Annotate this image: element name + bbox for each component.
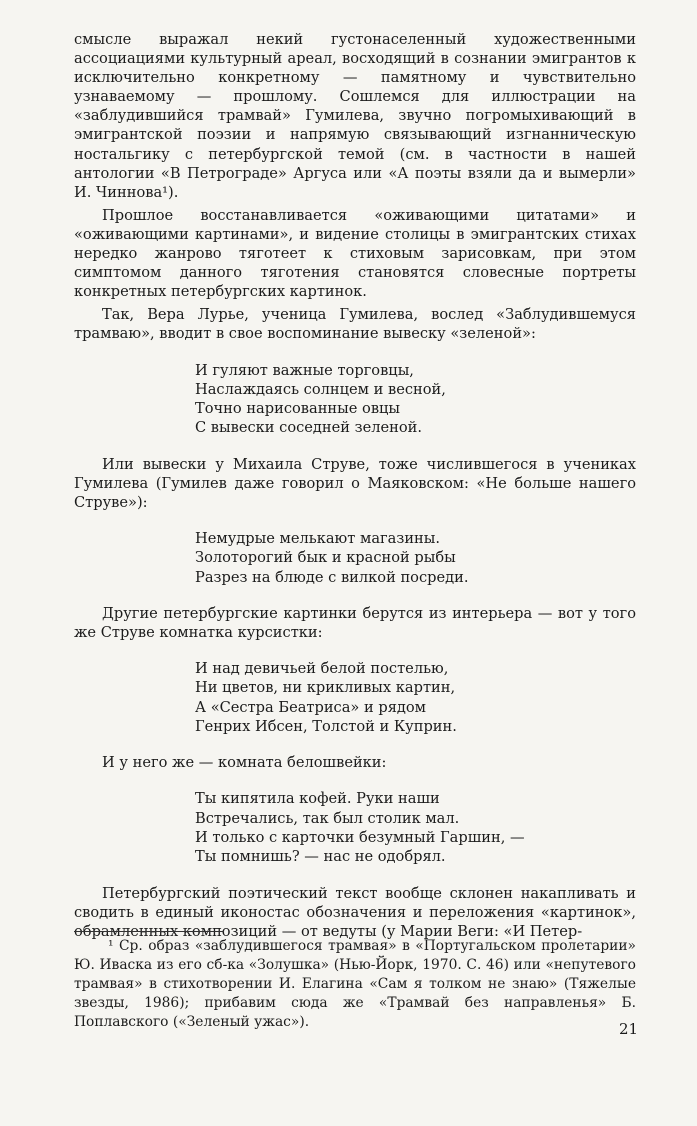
paragraph-2: Прошлое восстанавливается «оживающими цитатами» и «оживающими картинами», и видение столицы в эмигрантских стихах нередко жанрово тяготеет к стиховым зарисовкам, при этом симптомом данного тяготения становятся словесные портреты конкретных петербургских картинок. [74,206,636,301]
footnote [74,937,636,1032]
paragraph-5: Другие петербургские картинки берутся из интерьера — вот у того же Струве комнатка курсистки: [74,604,636,641]
paragraph-7: Петербургский поэтический текст вообще склонен накапливать и сводить в единый иконостас обозначения и переложения «картинок», обрамленных композиций — от ведуты (у Марии Веги: «И Петер- [74,884,636,940]
poem-line: С вывески соседней зеленой. [195,419,423,437]
poem-line: Генрих Ибсен, Толстой и Куприн. [195,717,457,735]
poem-line: Встречались, так был столик мал. [195,809,460,827]
page-number: 21 [619,1020,639,1038]
poem-lurie [195,361,636,438]
poem-line: Точно нарисованные овцы [195,400,401,418]
poem-struve-seamstress [195,789,636,866]
footnote-text: ¹ Ср. образ «заблудившегося трамвая» в «Португальском пролетарии» Ю. Иваска из его сб-ка «Золушка» (Нью-Йорк, 1970. С. 46) или «непутевого трамвая» в стихотворении И. Елагина «Сам я толком не знаю» (Тяжелые звезды, 1986); прибавим сюда же «Трамвай без направленья» Б. Поплавского («Зеленый ужас»). [74,938,636,1030]
paragraph-4: Или вывески у Михаила Струве, тоже числившегося в учениках Гумилева (Гумилев даже говорил о Маяковском: «Не больше нашего Струве»): [74,455,636,511]
poem-line: И гуляют важные торговцы, [195,361,414,379]
poem-line: А «Сестра Беатриса» и рядом [195,698,427,716]
poem-line: И над девичьей белой постелью, [195,660,449,678]
poem-struve-room [195,659,636,736]
poem-line: Немудрые мелькают магазины. [195,529,441,547]
poem-struve-shops [195,529,636,587]
poem-line: Ты помнишь? — нас не одобрял. [195,848,446,866]
page-body [74,30,636,941]
footnote-divider [74,931,224,932]
poem-line: Наслаждаясь солнцем и весной, [195,380,446,398]
poem-line: Разрез на блюде с вилкой посреди. [195,568,469,586]
poem-line: Золоторогий бык и красной рыбы [195,549,456,567]
paragraph-3: Так, Вера Лурье, ученица Гумилева, вослед «Заблудившемуся трамваю», вводит в свое воспоминание вывеску «зеленой»: [74,306,636,343]
poem-line: Ты кипятила кофей. Руки наши [195,790,440,808]
poem-line: Ни цветов, ни крикливых картин, [195,679,456,697]
poem-line: И только с карточки безумный Гаршин, — [195,828,525,846]
paragraph-1: смысле выражал некий густонаселенный художественными ассоциациями культурный ареал, восходящий в сознании эмигрантов к исключительно конкретному — памятному и чувствительно узнаваемому — прошлому. Сошлемся для иллюстрации на «заблудившийся трамвай» Гумилева, звучно погромыхивающий в эмигрантской поэзии и напрямую связывающий изгнанническую ностальгику с петербургской темой (см. в частности в нашей антологии «В Петрограде» Аргуса или «А поэты взяли да и вымерли» И. Чиннова¹). [74,31,636,201]
paragraph-6: И у него же — комната белошвейки: [102,754,387,772]
